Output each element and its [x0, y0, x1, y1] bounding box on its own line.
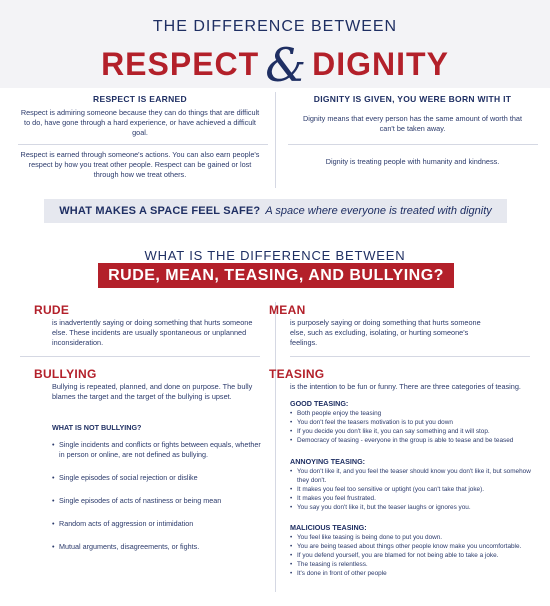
list-item: • If you decide you don't like it, you can say something and it will stop. — [290, 427, 540, 436]
mean-text: is purposely saying or doing something that hurts someone else, such as excluding, isolating, or hurting someone's feelings. — [290, 318, 481, 347]
list-item: • Random acts of aggression or intimidation — [52, 519, 262, 529]
list-item: • Both people enjoy the teasing — [290, 409, 540, 418]
rude-text: is inadvertently saying or doing something that hurts someone else. These incidents are usually spontaneous or unplanned inconsideration. — [52, 318, 253, 347]
dignity-p2: Dignity is treating people with humanity and kindness. — [325, 157, 500, 166]
bullying-heading: BULLYING — [34, 367, 97, 381]
list-item: • It's done in front of other people — [290, 569, 540, 578]
section2-line1: WHAT IS THE DIFFERENCE BETWEEN — [144, 248, 406, 263]
list-item: • You don't like it, and you feel the teaser should know you don't like it, but somehow they don't. — [290, 467, 535, 485]
respect-word: RESPECT — [101, 46, 260, 82]
list-item: • You say you don't like it, but the teaser laughs or ignores you. — [290, 503, 535, 512]
list-item: • It makes you feel too sensitive or uptight (you can't take that joke). — [290, 485, 535, 494]
malicious-teasing-heading: MALICIOUS TEASING: — [290, 523, 367, 532]
annoying-teasing-heading: ANNOYING TEASING: — [290, 457, 366, 466]
list-item: • If you defend yourself, you are blamed for not being able to take a joke. — [290, 551, 540, 560]
right-divider — [290, 356, 530, 357]
good-teasing-list — [290, 409, 540, 445]
respect-divider — [18, 144, 268, 145]
teasing-heading: TEASING — [269, 367, 325, 381]
dignity-heading: DIGNITY IS GIVEN, YOU WERE BORN WITH IT — [313, 94, 512, 104]
not-bullying-list — [52, 440, 262, 565]
left-divider — [20, 356, 260, 357]
column-divider — [275, 92, 276, 188]
good-teasing-heading: GOOD TEASING: — [290, 399, 349, 408]
respect-heading: RESPECT IS EARNED — [93, 94, 187, 104]
list-item: • Single episodes of social rejection or dislike — [52, 473, 262, 483]
safe-question: WHAT MAKES A SPACE FEEL SAFE? — [59, 205, 261, 217]
list-item: • Single episodes of acts of nastiness or being mean — [52, 496, 262, 506]
section2-column-divider — [275, 302, 276, 592]
bullying-text: Bullying is repeated, planned, and done on purpose. The bully blames the target and the target of the bullying is upset. — [52, 382, 253, 401]
teasing-text: is the intention to be fun or funny. There are three categories of teasing. — [290, 382, 521, 391]
rude-heading: RUDE — [34, 303, 70, 317]
malicious-teasing-list — [290, 533, 540, 578]
list-item: • The teasing is relentless. — [290, 560, 540, 569]
annoying-teasing-list — [290, 467, 535, 512]
list-item: • Democracy of teasing - everyone in the group is able to tease and be teased — [290, 436, 540, 445]
respect-p1: Respect is admiring someone because they can do things that are difficult to do, have gone through a hard experience, or have achieved a difficult goal. — [20, 108, 260, 137]
safe-banner — [44, 199, 507, 223]
list-item: • Mutual arguments, disagreements, or fights. — [52, 542, 262, 552]
list-item: • You feel like teasing is being done to put you down. — [290, 533, 540, 542]
list-item: • Single incidents and conflicts or fights between equals, whether in person or online, are not defined as bullying. — [52, 440, 262, 460]
list-item: • You are being teased about things other people know make you uncomfortable. — [290, 542, 540, 551]
dignity-word: DIGNITY — [312, 46, 449, 82]
list-item: • It makes you feel frustrated. — [290, 494, 535, 503]
header-title — [0, 38, 550, 92]
not-bullying-heading: WHAT IS NOT BULLYING? — [52, 423, 142, 432]
list-item: • You don't feel the teasers motivation is to put you down — [290, 418, 540, 427]
mean-heading: MEAN — [269, 303, 306, 317]
respect-p2: Respect is earned through someone's actions. You can also earn people's respect by how you treat other people. Respect can be gained or lost through how we treat others. — [20, 150, 260, 179]
dignity-divider — [288, 144, 538, 145]
dignity-p1: Dignity means that every person has the same amount of worth that can't be taken away. — [302, 114, 523, 133]
header-line1: THE DIFFERENCE BETWEEN — [152, 18, 398, 35]
safe-answer: A space where everyone is treated with dignity — [265, 205, 492, 217]
section2-banner: RUDE, MEAN, TEASING, AND BULLYING? — [98, 263, 454, 288]
ampersand: & — [265, 38, 307, 92]
